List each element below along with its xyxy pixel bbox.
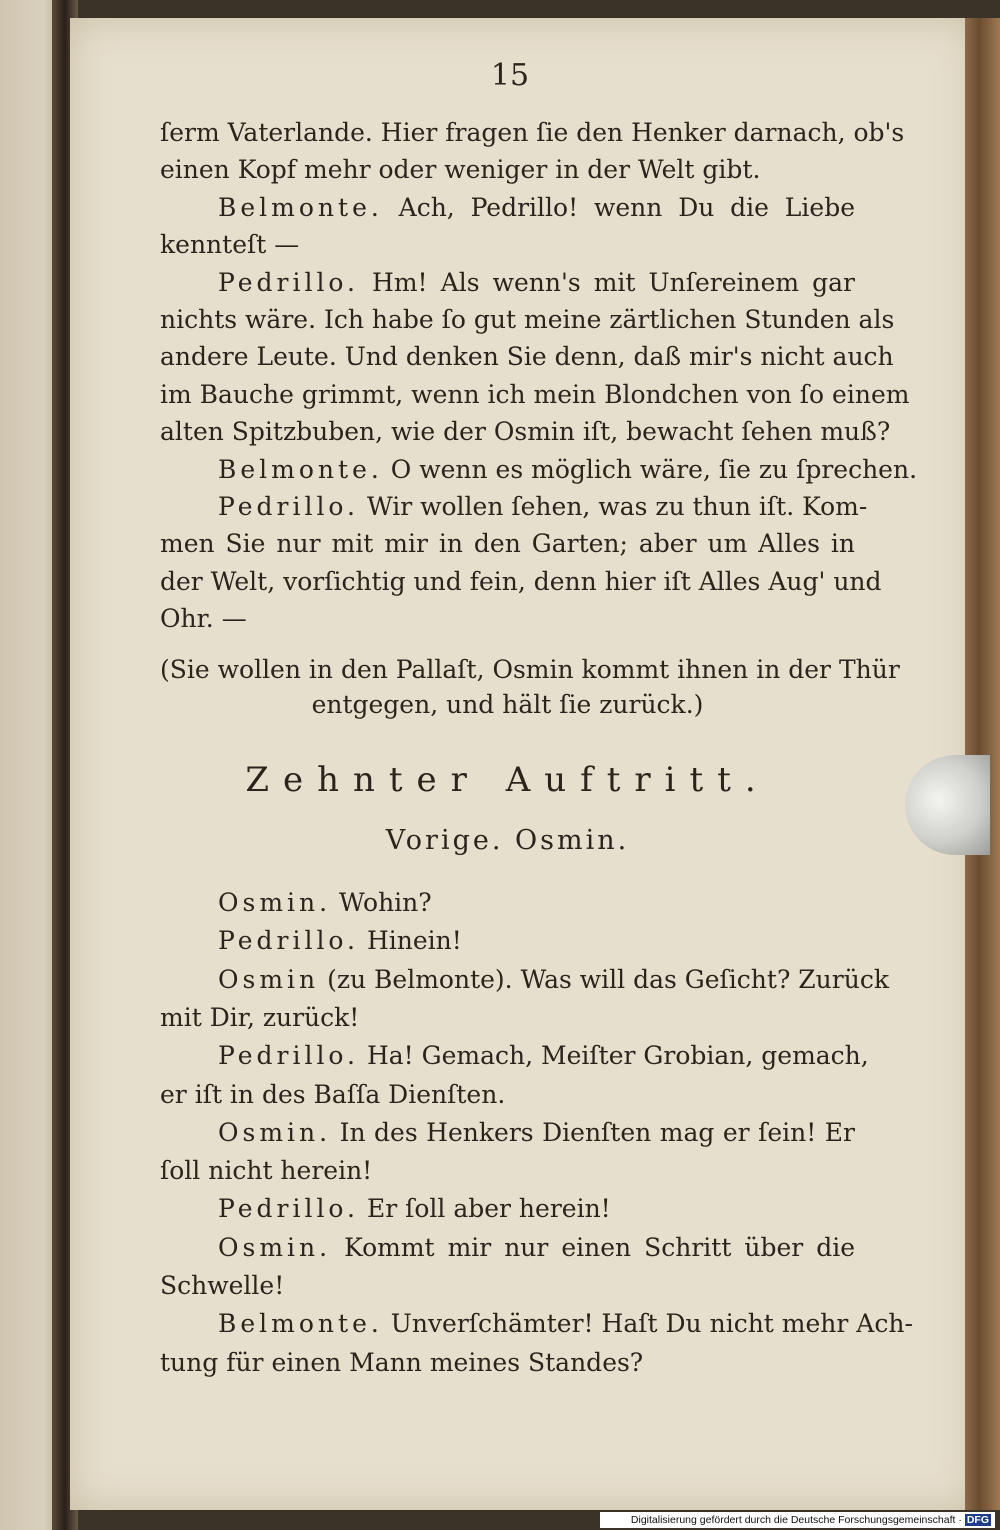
- text-line: [160, 305, 895, 334]
- text-line: [218, 1118, 855, 1147]
- text-line: [160, 379, 910, 409]
- line-text: Unverſchämter! Haſt Du nicht mehr Ach-: [382, 1309, 913, 1339]
- line-text: Wir wollen ſehen, was zu thun iſt. Kom-: [359, 492, 868, 521]
- speaker-name: Pedrillo.: [218, 1194, 359, 1224]
- line-text: im Bauche grimmt, wenn ich mein Blondchen von ſo einem: [160, 379, 910, 409]
- text-line: [218, 193, 855, 222]
- speaker-name: Belmonte.: [218, 192, 383, 222]
- text-line: [218, 926, 855, 955]
- text-line: [218, 888, 855, 917]
- line-text: O wenn es möglich wäre, ſie zu ſprechen.: [382, 454, 918, 484]
- speaker-name: Osmin.: [218, 1232, 332, 1262]
- text-line: [160, 1348, 855, 1377]
- line-text: andere Leute. Und denken Sie denn, daß mir's nicht auch: [160, 342, 894, 372]
- text-line: [160, 1003, 855, 1032]
- line-text: er iſt in des Baſſa Dienſten.: [160, 1079, 506, 1109]
- text-line: [160, 529, 855, 558]
- line-text: Wohin?: [331, 888, 432, 917]
- text-line: [218, 268, 855, 297]
- line-text: Ohr. —: [160, 604, 247, 634]
- speaker-name: Pedrillo.: [218, 492, 359, 521]
- text-line: [160, 118, 905, 147]
- scene-title: Zehnter Auftritt.: [245, 760, 770, 800]
- stage-direction-line-1: (Sie wollen in den Pallaſt, Osmin kommt ihnen in der Thür: [160, 655, 900, 684]
- text-line: [218, 1194, 855, 1223]
- speaker-name: Pedrillo.: [218, 926, 359, 956]
- line-text: ſoll nicht herein!: [160, 1156, 373, 1186]
- line-text: tung für einen Mann meines Standes?: [160, 1347, 644, 1377]
- text-line: [160, 1271, 855, 1300]
- line-text: Ha! Gemach, Meiſter Grobian, gemach,: [359, 1041, 869, 1071]
- line-text: Hm! Als wenn's mit Unſereinem gar: [359, 267, 855, 297]
- speaker-name: Pedrillo.: [218, 1041, 359, 1071]
- line-text: Kommt mir nur einen Schritt über die: [331, 1232, 855, 1262]
- text-line: [160, 1080, 855, 1109]
- line-text: (zu Belmonte). Was will das Geſicht? Zurück: [319, 964, 889, 994]
- line-text: Er ſoll aber herein!: [359, 1194, 611, 1224]
- text-line: [160, 155, 855, 184]
- footer-text: Digitalisierung gefördert durch die Deutsche Forschungsgemeinschaft ·: [630, 1514, 962, 1526]
- line-text: einen Kopf mehr oder weniger in der Welt gibt.: [160, 155, 761, 185]
- text-line: [160, 1156, 855, 1185]
- text-line: [160, 566, 882, 596]
- line-text: der Welt, vorſichtig und fein, denn hier iſt Alles Aug' und: [160, 566, 882, 596]
- text-line: [160, 230, 855, 259]
- text-line: [160, 342, 894, 372]
- text-line: [218, 492, 868, 521]
- line-text: alten Spitzbuben, wie der Osmin iſt, bewacht ſehen muß?: [160, 417, 891, 447]
- speaker-name: Osmin: [218, 964, 320, 994]
- speaker-name: Belmonte.: [218, 454, 383, 484]
- text-line: [218, 1309, 913, 1339]
- line-text: Schwelle!: [160, 1271, 285, 1300]
- text-line: [160, 417, 891, 447]
- line-text: Ach, Pedrillo! wenn Du die Liebe: [382, 192, 855, 222]
- text-line: [218, 964, 889, 994]
- line-text: Hinein!: [359, 926, 462, 956]
- speaker-name: Pedrillo.: [218, 267, 359, 297]
- line-text: nichts wäre. Ich habe ſo gut meine zärtlichen Stunden als: [160, 305, 895, 334]
- speaker-name: Osmin.: [218, 1117, 332, 1147]
- scene-characters: Vorige. Osmin.: [385, 825, 630, 856]
- page-number: 15: [490, 58, 530, 93]
- speaker-name: Belmonte.: [218, 1309, 383, 1339]
- speaker-name: Osmin.: [218, 888, 332, 917]
- stage-direction-line-2: entgegen, und hält ſie zurück.): [311, 690, 704, 719]
- funding-footer: [600, 1512, 995, 1528]
- text-line: [218, 1041, 869, 1071]
- line-text: men Sie nur mit mir in den Garten; aber um Alles in: [160, 529, 855, 559]
- text-line: [160, 604, 855, 633]
- line-text: ſerm Vaterlande. Hier fragen ſie den Henker darnach, ob's: [160, 118, 905, 147]
- line-text: In des Henkers Dienſten mag er ſein! Er: [331, 1117, 855, 1147]
- text-line: [218, 1233, 855, 1262]
- line-text: mit Dir, zurück!: [160, 1002, 360, 1032]
- text-line: [218, 454, 918, 484]
- line-text: kennteſt —: [160, 230, 300, 260]
- dfg-logo: DFG: [966, 1514, 989, 1526]
